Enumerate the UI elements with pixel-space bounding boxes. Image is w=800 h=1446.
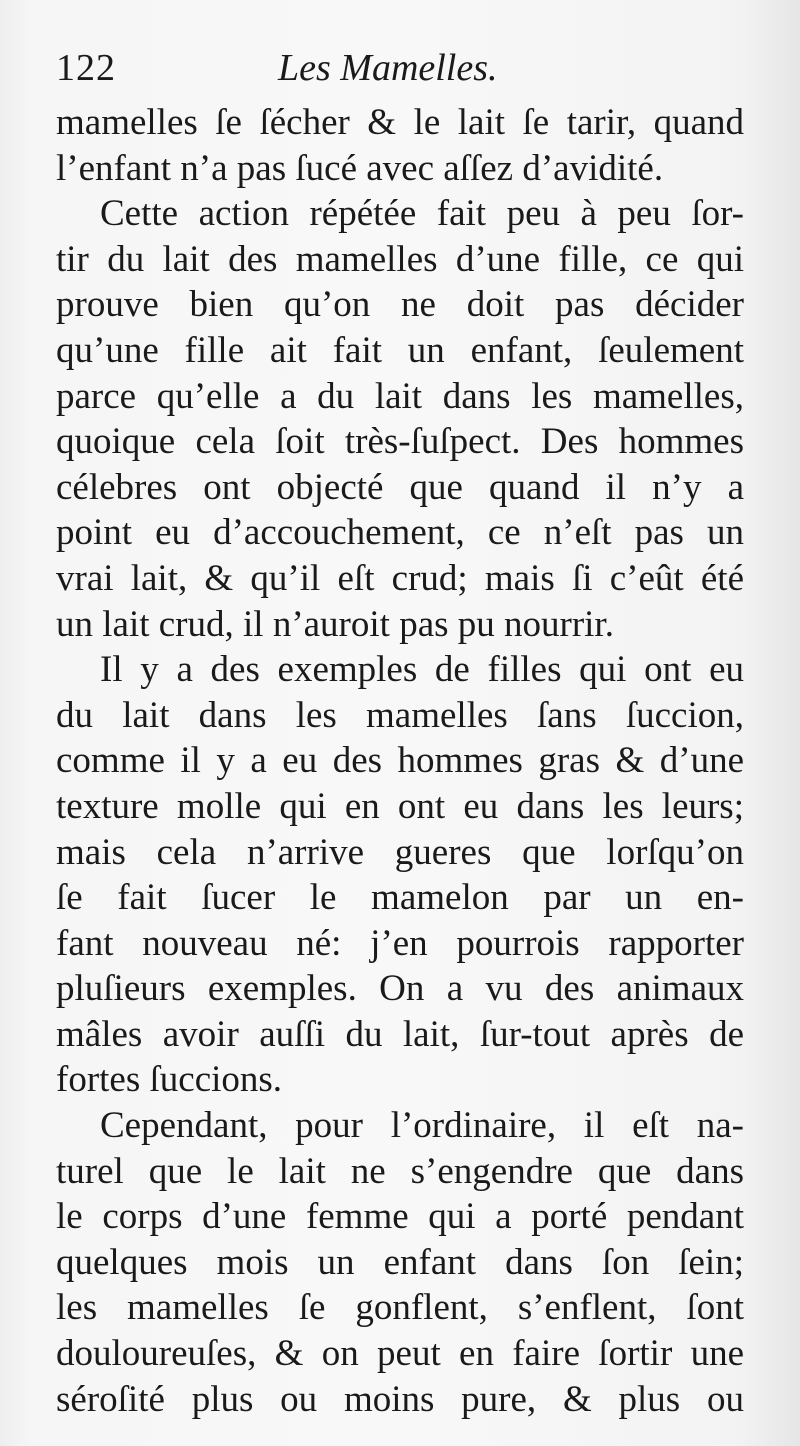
text-line: célebres ont objecté que quand il n’y a <box>56 466 744 508</box>
text-line: mâles avoir auſſi du lait, ſur-tout après de <box>56 1013 744 1055</box>
text-line: le corps d’une femme qui a porté pendant <box>56 1196 744 1238</box>
text-line: fortes ſuccions. <box>56 1059 283 1101</box>
text-line: point eu d’accouchement, ce n’eſt pas un <box>56 512 744 554</box>
text-line: qu’une fille ait fait un enfant, ſeulement <box>56 329 744 371</box>
text-line: un lait crud, il n’auroit pas pu nourrir. <box>56 603 614 645</box>
text-line: l’enfant n’a pas ſucé avec aſſez d’avidité. <box>56 147 664 189</box>
text-line: les mamelles ſe gonflent, s’enflent, ſont <box>56 1287 744 1329</box>
text-line: turel que le lait ne s’engendre que dans <box>56 1150 744 1192</box>
text-line: texture molle qui en ont eu dans les leurs; <box>56 785 744 827</box>
text-line: douloureuſes, & on peut en faire ſortir une <box>56 1333 744 1375</box>
text-line: parce qu’elle a du lait dans les mamelles, <box>56 375 744 417</box>
text-line: mamelles ſe ſécher & le lait ſe tarir, quand <box>56 102 744 143</box>
text-line: comme il y a eu des hommes gras & d’une <box>56 740 744 782</box>
text-line: Cependant, pour l’ordinaire, il eſt na- <box>100 1105 744 1147</box>
page-number: 122 <box>56 47 116 89</box>
text-line: du lait dans les mamelles ſans ſuccion, <box>56 694 744 736</box>
text-line: mais cela n’arrive gueres que lorſqu’on <box>56 831 744 873</box>
text-line: quelques mois un enfant dans ſon ſein; <box>56 1241 744 1283</box>
text-line: fant nouveau né: j’en pourrois rapporter <box>56 922 744 964</box>
text-line: Il y a des exemples de filles qui ont eu <box>100 649 744 691</box>
page-header <box>56 38 744 98</box>
text-line: ſe fait ſucer le mamelon par un en- <box>56 877 744 919</box>
text-line: quoique cela ſoit très-ſuſpect. Des hommes <box>56 421 744 463</box>
text-line: Cette action répétée fait peu à peu ſor- <box>100 193 744 235</box>
text-line: prouve bien qu’on ne doit pas décider <box>56 284 744 326</box>
text-line: pluſieurs exemples. On a vu des animaux <box>56 968 744 1010</box>
text-line: séroſité plus ou moins pure, & plus ou <box>56 1378 744 1420</box>
text-line: tir du lait des mamelles d’une fille, ce qui <box>56 238 744 280</box>
body-text <box>56 100 744 1422</box>
text-line: vrai lait, & qu’il eſt crud; mais ſi c’eût été <box>56 557 744 599</box>
running-title: Les Mamelles. <box>278 47 498 89</box>
